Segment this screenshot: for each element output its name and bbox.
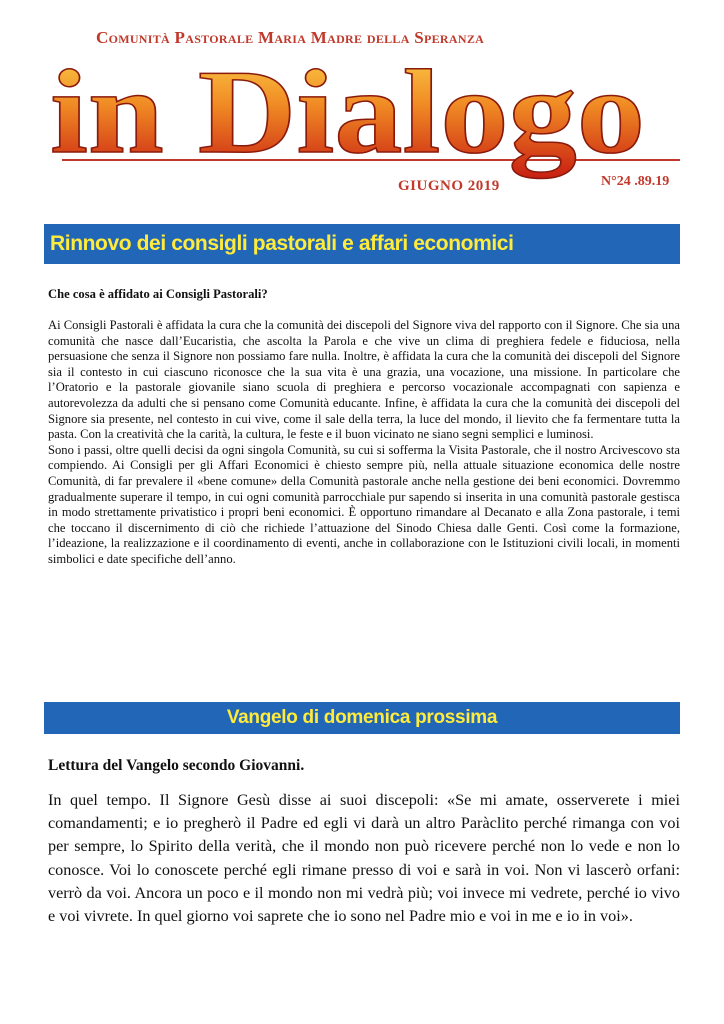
section-banner-title: Rinnovo dei consigli pastorali e affari economici	[50, 232, 514, 255]
community-name: Comunità Pastorale Maria Madre della Speranza	[96, 28, 485, 47]
article-paragraph: Sono i passi, oltre quelli decisi da ogni singola Comunità, su cui si sofferma la Visita Pastorale, che il nostro Arcivescovo sta compiendo. Ai Consigli per gli Affari Economici è chiesto sempre più, nella attuale situazione economica delle nostre Comunità, di far prevalere il «bene comune» della Comunità pastorale anche nella gestione dei beni economici. Dovremmo gradualmente superare il tempo, in cui ogni comunità parrocchiale pur sapendo si inserita in una comunità pastorale gestisca in modo strettamente privatistico i propri beni economici. È opportuno rimandare al Decanato e alla Zona pastorale, i temi che toccano il discernimento di ciò che richiede l’attuazione del Sinodo Chiesa dalle Genti. Così come la formazione, l’ideazione, la realizzazione e il coordinamento di eventi, anche in collaborazione con le Istituzioni civili locali, in momenti simbolici e date specifiche dell’anno.	[48, 442, 680, 566]
article-paragraph: Ai Consigli Pastorali è affidata la cura che la comunità dei discepoli del Signore viva del rapporto con il Signore. Che sia una comunità che nasce dall’Eucaristia, che ascolta la Parola e che vive un clima di preghiera fedele e fiduciosa, nella persuasione che senza il Signore non possiamo fare nulla. Inoltre, è affidata la cura che la comunità dei discepoli del Signore sia il contesto in cui ciascuno riconosce che la sua vita è una grazia, una vocazione, una missione. In particolare che l’Oratorio e la pastorale giovanile siano scuola di preghiera e percorso vocazionale accompagnati con sapienza e autorevolezza da adulti che si pensano come Comunità educante. Infine, è affidata la cura che la comunità dei discepoli del Signore sia presente, nel contesto in cui vive, come il sale della terra, la luce del mondo, il lievito che fa fermentare tutta la pasta. Con la creatività che la carità, la cultura, le feste e il buon vicinato ne siano segni semplici e luminosi.	[48, 318, 680, 442]
issue-number: N°24 .89.19	[601, 174, 670, 189]
gospel-text: In quel tempo. Il Signore Gesù disse ai suoi discepoli: «Se mi amate, osserverete i miei comandamenti; e io pregherò il Padre ed egli vi darà un altro Paràclito perché rimanga con voi per sempre, lo Spirito della verità, che il mondo non può ricevere perché non lo vede e non lo conosce. Voi lo conoscete perché egli rimane presso di voi e sarà in voi. Non vi lascerò orfani: verrò da voi. Ancora un poco e il mondo non mi vedrà più; voi invece mi vedrete, perché io vivo e voi vivrete. In quel giorno voi saprete che io sono nel Padre mio e voi in me e io in voi».	[48, 791, 680, 926]
section-banner-title: Vangelo di domenica prossima	[226, 707, 498, 728]
article-body	[48, 318, 680, 568]
section-banner-vangelo	[44, 702, 680, 734]
masthead-title-text: in Dialogo	[50, 45, 574, 178]
masthead-title	[40, 44, 690, 194]
gospel-body	[48, 789, 680, 928]
gospel-heading: Lettura del Vangelo secondo Giovanni.	[48, 757, 305, 774]
issue-date: GIUGNO 2019	[398, 178, 500, 194]
question-heading: Che cosa è affidato ai Consigli Pastorali?	[48, 287, 268, 301]
section-banner-consigli	[44, 224, 680, 264]
